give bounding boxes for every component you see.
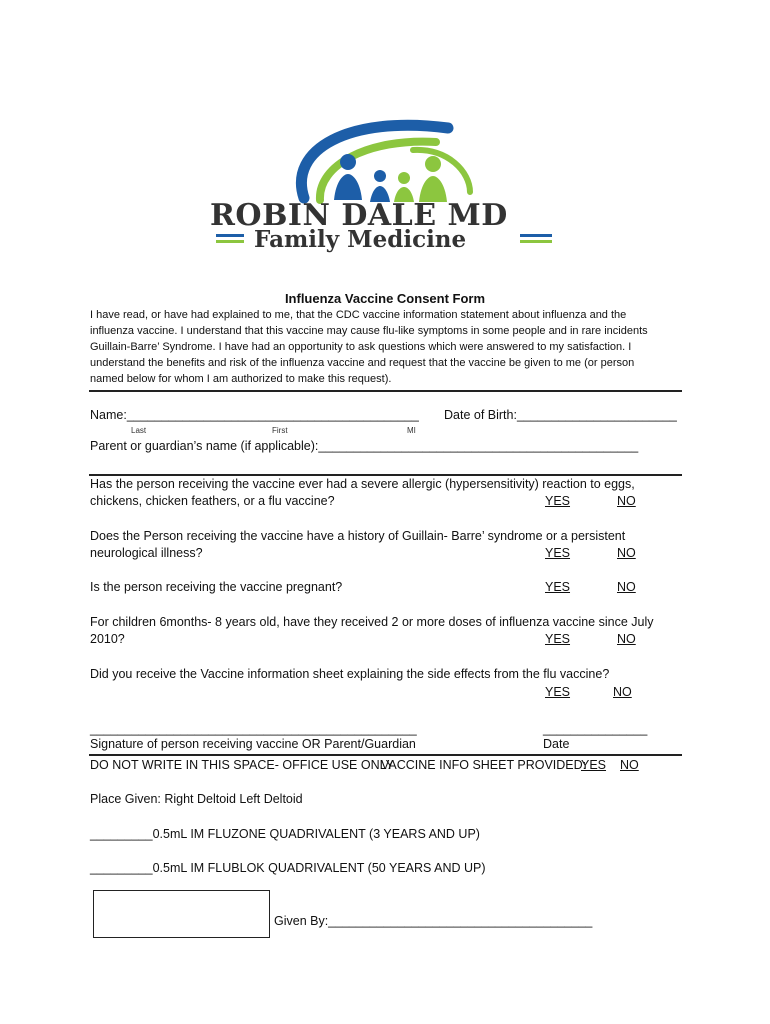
intro-line: Guillain-Barre’ Syndrome. I have had an opportunity to ask questions which were answered to my satisfaction. I — [90, 341, 632, 353]
vis-yes-option[interactable]: YES — [581, 758, 607, 772]
logo-bar — [520, 240, 552, 243]
guardian-field[interactable]: Parent or guardian’s name (if applicable):______________________________________________ — [90, 439, 639, 453]
q2-no-option[interactable]: NO — [617, 546, 636, 560]
question-guillain-barre: Does the Person receiving the vaccine have a history of Guillain- Barre’ syndrome or a persistent — [90, 529, 626, 543]
question-children-doses: For children 6months- 8 years old, have they received 2 or more doses of influenza vaccine since July — [90, 615, 654, 629]
fluzone-option[interactable]: _________0.5mL IM FLUZONE QUADRIVALENT (3 YEARS AND UP) — [90, 827, 480, 841]
signature-label: Signature of person receiving vaccine OR Parent/Guardian — [90, 737, 416, 751]
divider — [89, 390, 682, 392]
vis-provided-label: VACCINE INFO SHEET PROVIDED: — [381, 758, 587, 772]
logo-bar — [520, 234, 552, 237]
lot-sticker-box[interactable] — [93, 890, 270, 938]
logo-subtitle: Family Medicine — [254, 226, 467, 253]
vis-no-option[interactable]: NO — [620, 758, 639, 772]
question-allergy: Has the person receiving the vaccine ever had a severe allergic (hypersensitivity) reaction to eggs, — [90, 477, 635, 491]
q5-no-option[interactable]: NO — [613, 685, 632, 699]
flublok-option[interactable]: _________0.5mL IM FLUBLOK QUADRIVALENT (50 YEARS AND UP) — [90, 861, 486, 875]
divider — [89, 754, 682, 756]
q1-no-option[interactable]: NO — [617, 494, 636, 508]
question-pregnant: Is the person receiving the vaccine pregnant? — [90, 580, 343, 594]
question-info-sheet: Did you receive the Vaccine information sheet explaining the side effects from the flu vaccine? — [90, 667, 610, 681]
signature-line[interactable]: _______________________________________________ — [90, 722, 417, 736]
q1-yes-option[interactable]: YES — [545, 494, 571, 508]
date-line[interactable]: _______________ — [543, 722, 648, 736]
divider — [89, 474, 682, 476]
intro-line: understand the benefits and risk of the influenza vaccine and request that the vaccine be given to me (or person — [90, 357, 635, 369]
question-children-doses-cont: 2010? — [90, 632, 125, 646]
given-by-field[interactable]: Given By:______________________________________ — [274, 914, 593, 928]
place-given: Place Given: Right Deltoid Left Deltoid — [90, 792, 303, 806]
intro-line: I have read, or have had explained to me, that the CDC vaccine information statement about influenza and the — [90, 309, 627, 321]
q5-yes-option[interactable]: YES — [545, 685, 571, 699]
form-title: Influenza Vaccine Consent Form — [284, 291, 486, 306]
clinic-logo — [208, 110, 558, 253]
q2-yes-option[interactable]: YES — [545, 546, 571, 560]
intro-line: influenza vaccine. I understand that this vaccine may cause flu-like symptoms in some people and in rare incidents — [90, 325, 648, 337]
intro-line: named below for whom I am authorized to make this request). — [90, 373, 392, 385]
name-sub-mi: MI — [407, 426, 416, 435]
question-guillain-barre-cont: neurological illness? — [90, 546, 203, 560]
family-logo-icon — [208, 110, 558, 210]
logo-bar — [216, 240, 244, 243]
q3-yes-option[interactable]: YES — [545, 580, 571, 594]
office-use-heading: DO NOT WRITE IN THIS SPACE- OFFICE USE ONLY — [90, 758, 394, 772]
question-allergy-cont: chickens, chicken feathers, or a flu vaccine? — [90, 494, 335, 508]
date-label: Date — [543, 737, 570, 751]
q3-no-option[interactable]: NO — [617, 580, 636, 594]
logo-name: ROBIN DALE MD — [210, 198, 508, 233]
name-sub-first: First — [272, 426, 288, 435]
dob-field[interactable]: Date of Birth:_______________________ — [444, 408, 677, 422]
q4-yes-option[interactable]: YES — [545, 632, 571, 646]
name-field[interactable]: Name:__________________________________________ — [90, 408, 419, 422]
logo-bar — [216, 234, 244, 237]
name-sub-last: Last — [131, 426, 147, 435]
q4-no-option[interactable]: NO — [617, 632, 636, 646]
